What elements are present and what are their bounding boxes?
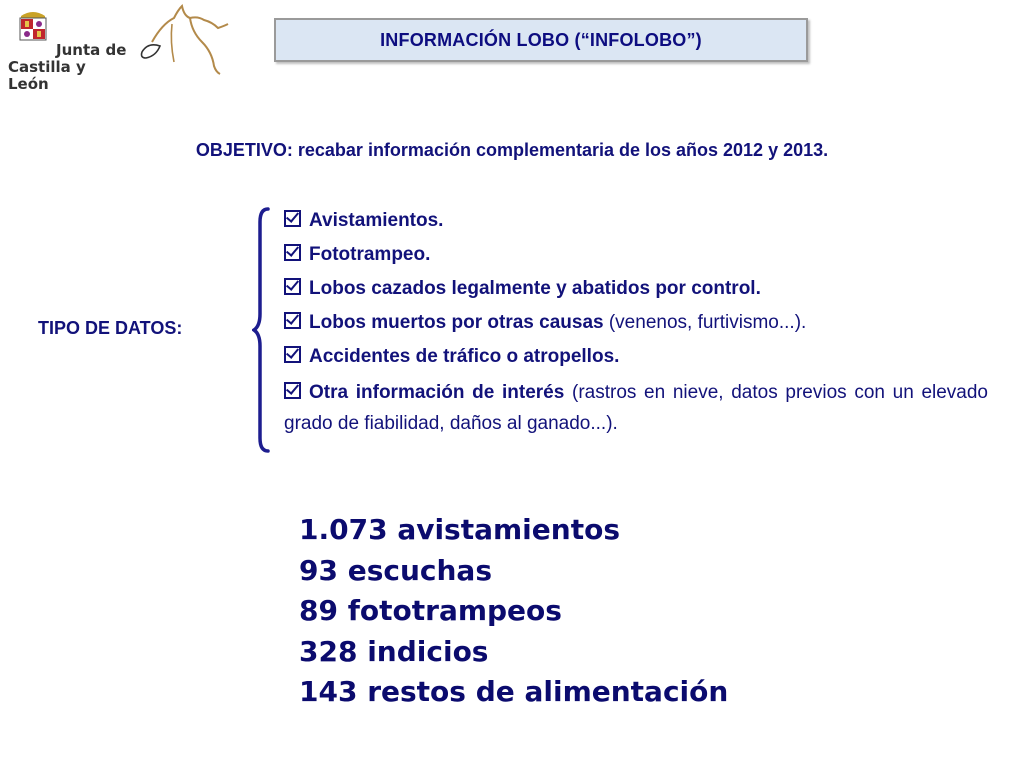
list-item [284, 306, 988, 340]
item-bold: Accidentes de tráfico o atropellos. [309, 346, 620, 367]
stat-line: 143 restos de alimentación [299, 675, 729, 708]
stat-line: 328 indicios [299, 634, 489, 668]
stat-line: 89 fototrampeos [299, 594, 562, 627]
item-bold: Otra información de interés [309, 382, 565, 403]
stat-line: 1.073 avistamientos [299, 513, 620, 546]
curly-brace [252, 206, 274, 456]
item-normal: (rastros en nieve, datos previos con un elevado grado de fiabilidad, daños al ganado...). [284, 382, 988, 434]
item-bold: Lobos muertos por otras causas [309, 312, 604, 333]
statistics-list [299, 510, 728, 713]
slide-title: INFORMACIÓN LOBO (“INFOLOBO”) [380, 29, 702, 50]
data-type-list [284, 204, 988, 439]
coat-of-arms-icon [16, 8, 50, 44]
junta-castilla-leon-logo [6, 6, 128, 93]
checkbox-icon [284, 210, 301, 227]
objective-text: OBJETIVO: recabar información complementaria de los años 2012 y 2013. [195, 140, 829, 160]
slide-title-box [274, 18, 808, 62]
stat-line: 93 escuchas [299, 553, 492, 587]
list-item [284, 340, 988, 374]
list-item [284, 377, 988, 439]
checkbox-icon [284, 382, 301, 399]
list-item [284, 272, 988, 306]
item-normal: (venenos, furtivismo...). [603, 312, 807, 333]
item-bold: Avistamientos. [309, 210, 444, 231]
checkbox-icon [284, 244, 301, 261]
logo-text [8, 41, 128, 93]
list-item [284, 238, 988, 272]
data-type-label: TIPO DE DATOS: [38, 318, 183, 338]
checkbox-icon [284, 346, 301, 363]
checkbox-icon [284, 312, 301, 329]
logo-line-2: Castilla y León [8, 58, 86, 93]
checkbox-icon [284, 278, 301, 295]
wolf-head-icon [132, 2, 242, 82]
logo-line-1: Junta de [56, 41, 127, 59]
item-bold: Fototrampeo. [309, 244, 431, 265]
list-item [284, 204, 988, 238]
item-bold: Lobos cazados legalmente y abatidos por control. [309, 278, 761, 299]
